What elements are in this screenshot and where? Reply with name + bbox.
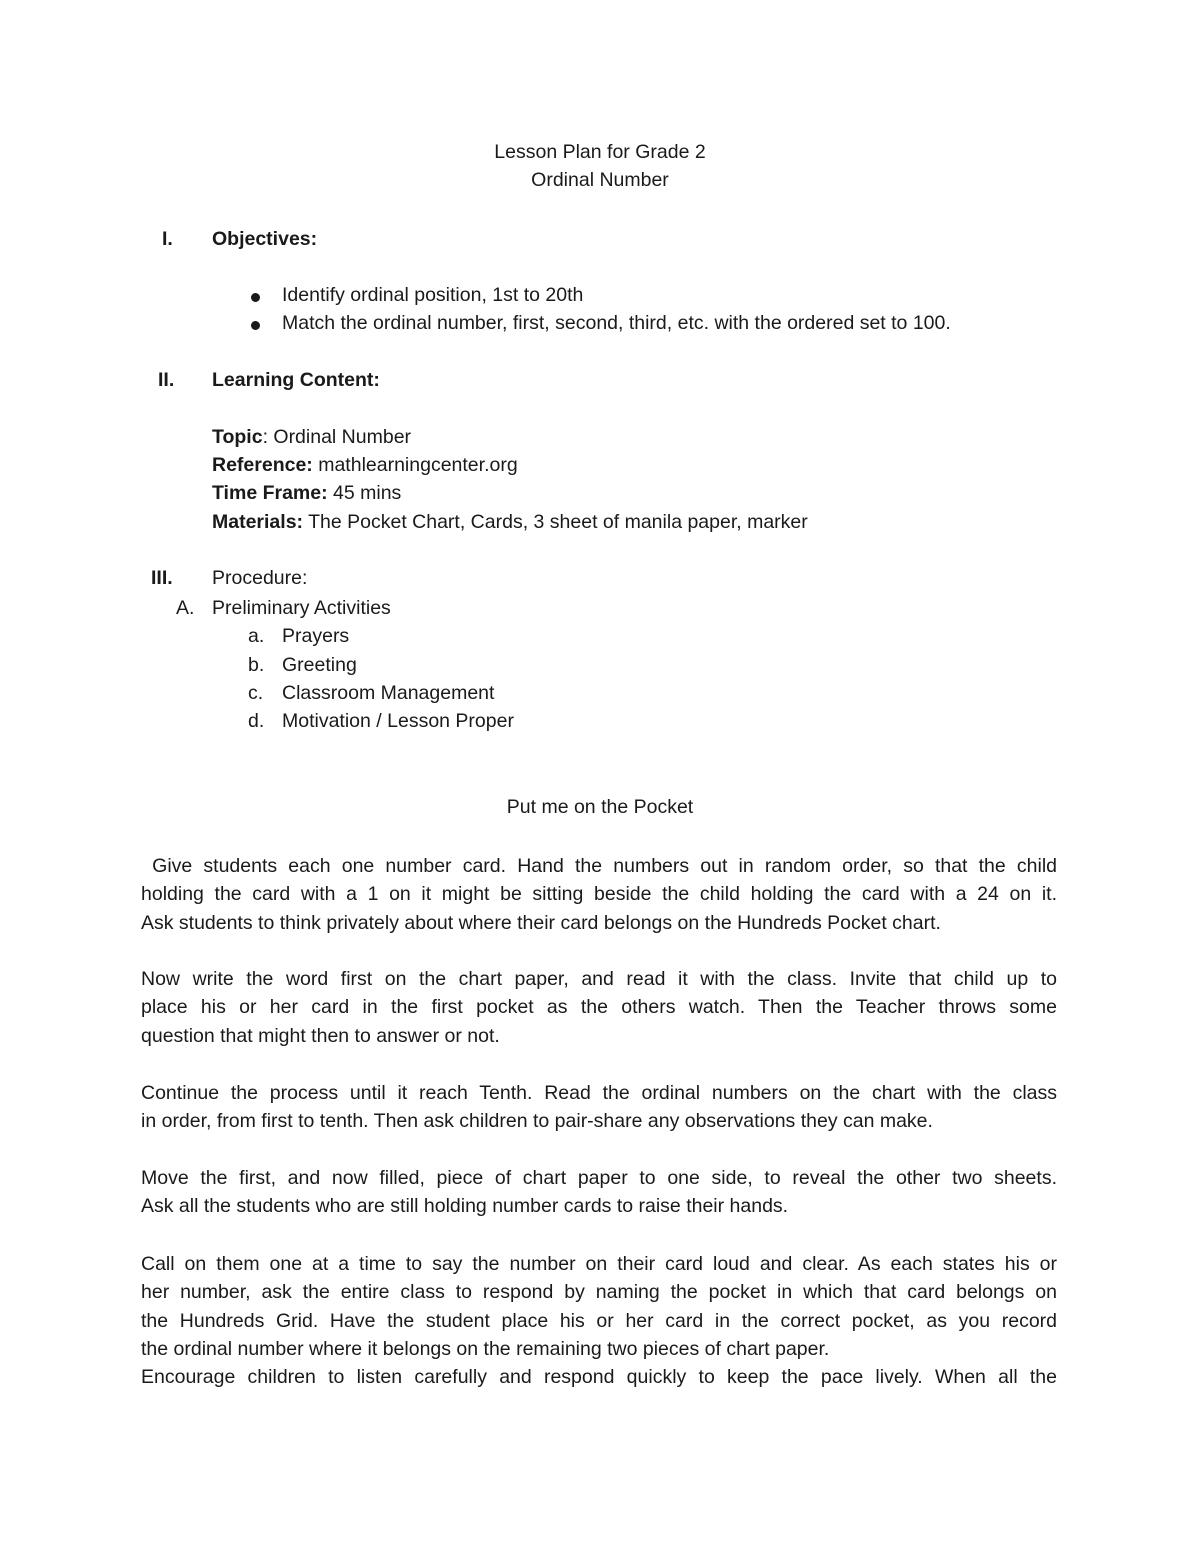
- activity-letter: d.: [248, 710, 265, 732]
- document-subtitle: Ordinal Number: [531, 169, 669, 191]
- section-1-numeral: I.: [162, 228, 173, 250]
- topic-label: Topic: [212, 426, 263, 448]
- activity-letter: b.: [248, 654, 265, 676]
- paragraph-line: Continue the process until it reach Tenth. Read the ordinal numbers on the chart with the class: [141, 1082, 1057, 1104]
- subsection-heading: Preliminary Activities: [212, 597, 391, 619]
- paragraph-line: the Hundreds Grid. Have the student place his or her card in the correct pocket, as you record: [141, 1309, 1057, 1332]
- paragraph-line: Give students each one number card. Hand the numbers out in random order, so that the child: [141, 855, 1057, 877]
- paragraph-line: Ask all the students who are still holding number cards to raise their hands.: [141, 1195, 789, 1218]
- subsection-letter: A.: [176, 597, 195, 619]
- paragraph-line: place his or her card in the first pocket as the others watch. Then the Teacher throws some: [141, 996, 1057, 1019]
- paragraph-line: Now write the word first on the chart paper, and read it with the class. Invite that child up to: [141, 968, 1057, 990]
- paragraph-line: her number, ask the entire class to respond by naming the pocket in which that card belongs on: [141, 1281, 1057, 1304]
- objective-item: Identify ordinal position, 1st to 20th: [282, 284, 584, 306]
- paragraph-line: the ordinal number where it belongs on the remaining two pieces of chart paper.: [141, 1337, 830, 1360]
- document-title: Lesson Plan for Grade 2: [494, 141, 706, 163]
- paragraph-line: question that might then to answer or not.: [141, 1024, 500, 1047]
- section-1-heading: Objectives:: [212, 228, 318, 250]
- reference-value: mathlearningcenter.org: [312, 454, 518, 476]
- activity-letter: c.: [248, 682, 264, 704]
- bullet-icon: [251, 293, 260, 302]
- topic-value: : Ordinal Number: [262, 426, 412, 448]
- activity-item: Motivation / Lesson Proper: [282, 710, 514, 732]
- timeframe-line: [212, 482, 401, 505]
- paragraph: [141, 1250, 1057, 1391]
- activity-item: Classroom Management: [282, 682, 495, 704]
- paragraph-line: Call on them one at a time to say the number on their card loud and clear. As each states his or: [141, 1253, 1057, 1275]
- activity-item: Greeting: [282, 654, 357, 676]
- paragraph-line: Encourage children to listen carefully and respond quickly to keep the pace lively. When all the: [141, 1366, 1057, 1389]
- materials-label: Materials:: [212, 511, 304, 533]
- section-2-heading: Learning Content:: [212, 369, 380, 391]
- section-3-heading: Procedure:: [212, 567, 308, 589]
- section-2-numeral: II.: [158, 369, 175, 391]
- section-3-numeral: III.: [151, 567, 173, 589]
- objective-item: Match the ordinal number, first, second, third, etc. with the ordered set to 100.: [282, 312, 951, 334]
- paragraph: [141, 965, 1057, 1050]
- paragraph: [141, 852, 1057, 937]
- paragraph: [141, 1079, 1057, 1136]
- activity-title: Put me on the Pocket: [506, 796, 694, 818]
- materials-line: [212, 511, 808, 534]
- paragraph: [141, 1164, 1057, 1221]
- activity-letter: a.: [248, 625, 265, 647]
- timeframe-label: Time Frame:: [212, 482, 328, 504]
- reference-label: Reference:: [212, 454, 313, 476]
- materials-value: The Pocket Chart, Cards, 3 sheet of manila paper, marker: [303, 511, 808, 533]
- paragraph-line: Move the first, and now filled, piece of chart paper to one side, to reveal the other two sheets.: [141, 1167, 1057, 1189]
- topic-line: [212, 426, 411, 449]
- timeframe-value: 45 mins: [327, 482, 402, 504]
- activity-item: Prayers: [282, 625, 350, 647]
- bullet-icon: [251, 321, 260, 330]
- paragraph-line: holding the card with a 1 on it might be sitting beside the child holding the card with a 24 on it.: [141, 883, 1057, 906]
- reference-line: [212, 454, 518, 477]
- paragraph-line: Ask students to think privately about where their card belongs on the Hundreds Pocket chart.: [141, 911, 941, 934]
- paragraph-line: in order, from first to tenth. Then ask children to pair-share any observations they can make.: [141, 1110, 933, 1133]
